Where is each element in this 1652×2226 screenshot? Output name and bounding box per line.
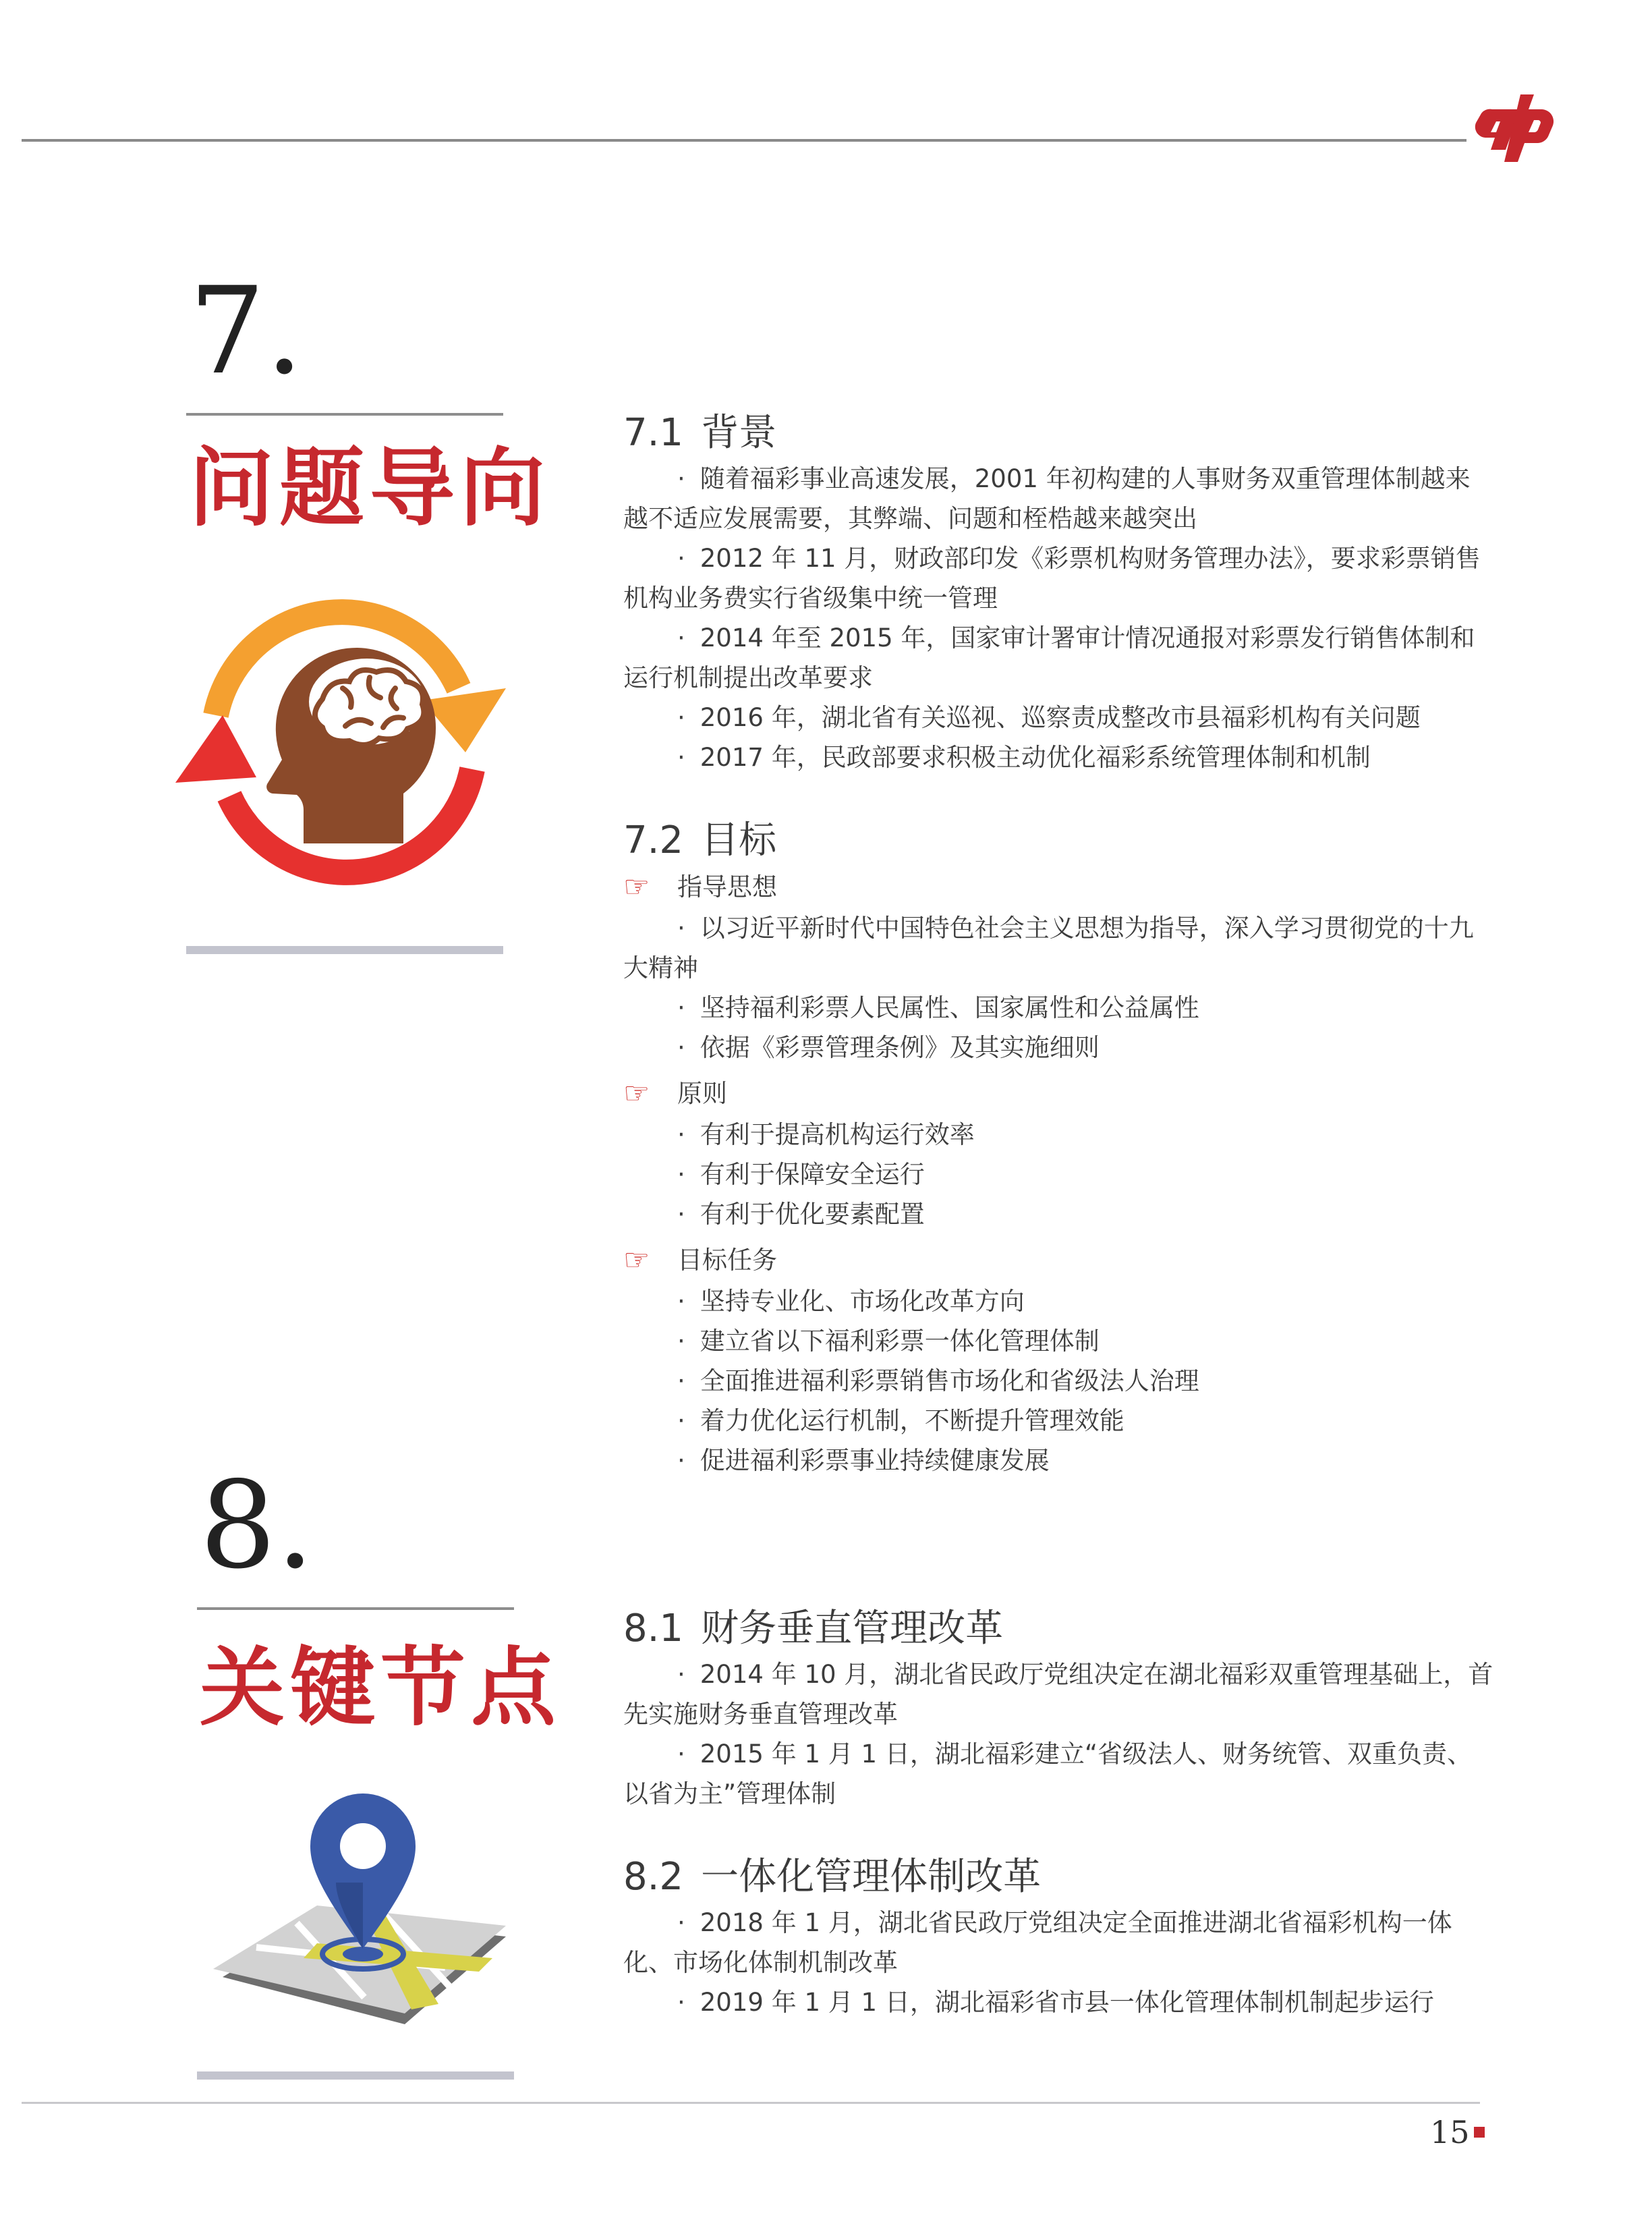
task-item-4: · 着力优化运行机制，不断提升管理效能 bbox=[677, 1406, 1124, 1435]
guide-item-2: · 坚持福利彩票人民属性、国家属性和公益属性 bbox=[677, 993, 1199, 1022]
bg-item-5: · 2017 年，民政部要求积极主动优化福彩系统管理体制和机制 bbox=[677, 743, 1371, 772]
section-7-title-rule bbox=[186, 413, 503, 416]
section-7-title: 问题导向 bbox=[189, 438, 550, 538]
guide-subheading: ☞ 指导思想 bbox=[623, 866, 1493, 908]
fin-item-2: · 2015 年 1 月 1 日，湖北福彩建立“省级法人、财务统管、双重负责、以省为主”管理体制 bbox=[623, 1740, 1472, 1808]
bg-item-2: · 2012 年 11 月，财政部印发《彩票机构财务管理办法》，要求彩票销售机构业务费实行省级集中统一管理 bbox=[623, 544, 1481, 613]
page-number: 15 bbox=[1430, 2117, 1485, 2148]
welfare-lottery-logo bbox=[1472, 89, 1566, 163]
section-7-2-goal bbox=[623, 815, 1493, 1480]
bg-item-3: · 2014 年至 2015 年，国家审计署审计情况通报对彩票发行销售体制和运行机制提出改革要求 bbox=[623, 623, 1475, 692]
section-7-number: 7. bbox=[189, 261, 304, 401]
heading-8-2: 8.2 一体化管理体制改革 bbox=[623, 1855, 1042, 1899]
bg-item-1: · 随着福彩事业高速发展，2001 年初构建的人事财务双重管理体制越来越不适应发展需要，其弊端、问题和桎梏越来越突出 bbox=[623, 464, 1471, 533]
section-8-number: 8. bbox=[200, 1455, 314, 1595]
pointing-hand-icon: ☞ bbox=[623, 1243, 650, 1277]
section-7-1-background bbox=[623, 408, 1493, 777]
guide-item-1: · 以习近平新时代中国特色社会主义思想为指导，深入学习贯彻党的十九大精神 bbox=[623, 914, 1474, 982]
task-item-3: · 全面推进福利彩票销售市场化和省级法人治理 bbox=[677, 1366, 1199, 1395]
pointing-hand-icon: ☞ bbox=[623, 870, 650, 904]
map-pin-icon bbox=[209, 1781, 519, 2051]
task-item-5: · 促进福利彩票事业持续健康发展 bbox=[677, 1446, 1050, 1475]
task-subheading: ☞ 目标任务 bbox=[623, 1240, 1493, 1281]
int-item-2: · 2019 年 1 月 1 日，湖北福彩省市县一体化管理体制机制起步运行 bbox=[677, 1988, 1434, 2017]
head-brain-cycle-icon bbox=[169, 587, 519, 897]
section-8-title-rule bbox=[197, 1607, 514, 1610]
guide-item-3: · 依据《彩票管理条例》及其实施细则 bbox=[677, 1033, 1100, 1062]
section-8-title: 关键节点 bbox=[200, 1638, 561, 1737]
section-8-2-integration bbox=[623, 1852, 1493, 2022]
header-rule bbox=[22, 139, 1466, 142]
heading-7-1: 7.1 背景 bbox=[623, 411, 777, 455]
fin-item-1: · 2014 年 10 月，湖北省民政厅党组决定在湖北福彩双重管理基础上，首先实施财务垂直管理改革 bbox=[623, 1660, 1493, 1729]
section-7-bottom-bar bbox=[186, 946, 503, 954]
task-item-1: · 坚持专业化、市场化改革方向 bbox=[677, 1287, 1025, 1316]
task-item-2: · 建立省以下福利彩票一体化管理体制 bbox=[677, 1327, 1100, 1356]
pointing-hand-icon: ☞ bbox=[623, 1076, 650, 1111]
heading-7-2: 7.2 目标 bbox=[623, 818, 777, 862]
principle-item-2: · 有利于保障安全运行 bbox=[677, 1160, 925, 1189]
section-8-1-finance bbox=[623, 1603, 1493, 1814]
principle-item-3: · 有利于优化要素配置 bbox=[677, 1200, 925, 1229]
heading-8-1: 8.1 财务垂直管理改革 bbox=[623, 1607, 1004, 1650]
bg-item-4: · 2016 年，湖北省有关巡视、巡察责成整改市县福彩机构有关问题 bbox=[677, 703, 1421, 732]
int-item-1: · 2018 年 1 月，湖北省民政厅党组决定全面推进湖北省福彩机构一体化、市场化体制机制改革 bbox=[623, 1908, 1452, 1977]
principle-item-1: · 有利于提高机构运行效率 bbox=[677, 1120, 975, 1149]
footer-rule bbox=[22, 2102, 1480, 2104]
section-8-bottom-bar bbox=[197, 2071, 514, 2080]
principle-subheading: ☞ 原则 bbox=[623, 1073, 1493, 1115]
page-marker-square bbox=[1474, 2127, 1485, 2138]
